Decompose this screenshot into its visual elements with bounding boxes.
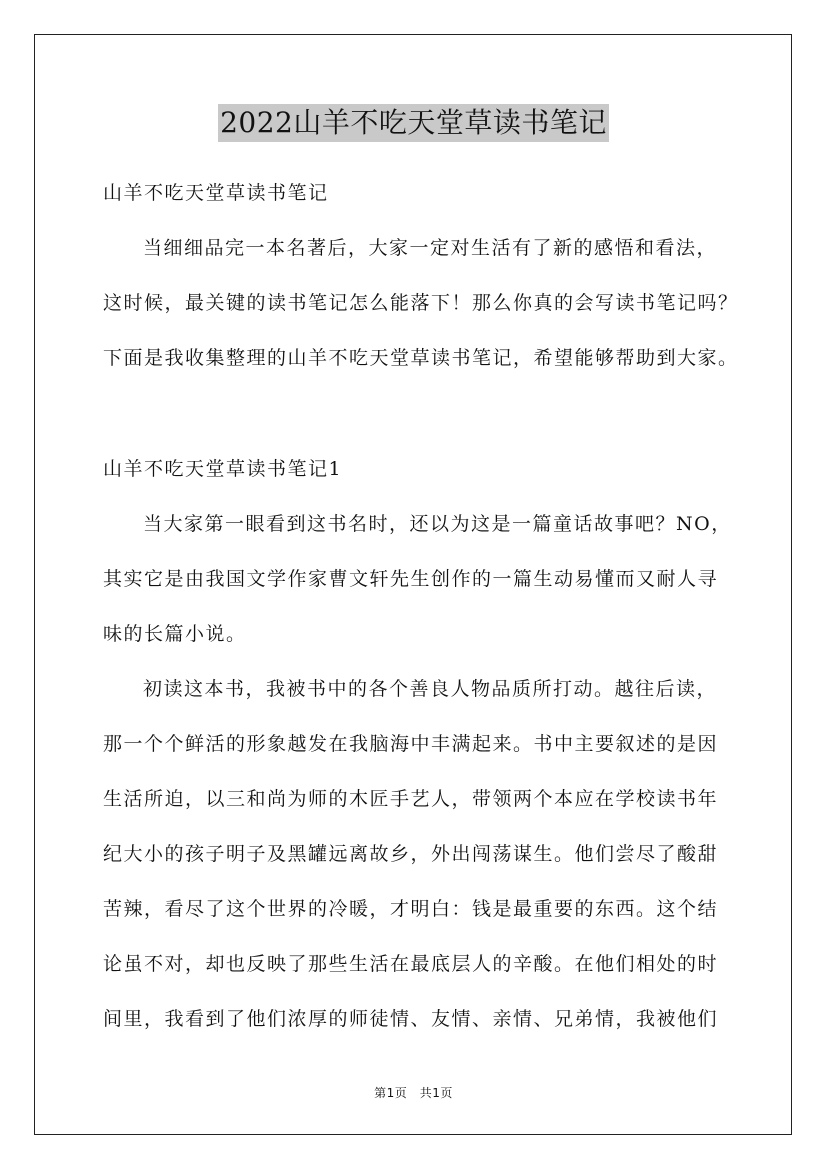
text-line: 这时候，最关键的读书笔记怎么能落下！那么你真的会写读书笔记吗？ — [103, 292, 739, 314]
text-line: 生活所迫，以三和尚为师的木匠手艺人，带领两个本应在学校读书年 — [103, 788, 719, 810]
text-line: 纪大小的孩子明子及黑罐远离故乡，外出闯荡谋生。他们尝尽了酸甜 — [103, 843, 719, 865]
text-line: 论虽不对，却也反映了那些生活在最底层人的辛酸。在他们相处的时 — [103, 953, 719, 975]
text-line: 其实它是由我国文学作家曹文轩先生创作的一篇生动易懂而又耐人寻 — [103, 568, 719, 590]
text-line: 当细细品完一本名著后，大家一定对生活有了新的感悟和看法， — [143, 237, 718, 259]
document-title: 2022山羊不吃天堂草读书笔记 — [218, 104, 609, 142]
text-line: 味的长篇小说。 — [103, 623, 247, 645]
text-line: 苦辣，看尽了这个世界的冷暖，才明白：钱是最重要的东西。这个结 — [103, 898, 719, 920]
text-line: 下面是我收集整理的山羊不吃天堂草读书笔记，希望能够帮助到大家。 — [103, 347, 739, 369]
page-footer: 第1页 共1页 — [374, 1086, 453, 1100]
text-line: 初读这本书，我被书中的各个善良人物品质所打动。越往后读， — [143, 678, 718, 700]
text-line: 当大家第一眼看到这书名时，还以为这是一篇童话故事吧？NO， — [143, 513, 732, 535]
text-line: 山羊不吃天堂草读书笔记 — [103, 182, 329, 204]
text-line: 那一个个鲜活的形象越发在我脑海中丰满起来。书中主要叙述的是因 — [103, 733, 719, 755]
document-title-container — [0, 104, 827, 146]
text-line: 山羊不吃天堂草读书笔记1 — [103, 458, 343, 480]
document-body — [103, 178, 743, 1059]
paragraph-gap — [103, 398, 743, 454]
text-line: 间里，我看到了他们浓厚的师徒情、友情、亲情、兄弟情，我被他们 — [103, 1008, 719, 1030]
